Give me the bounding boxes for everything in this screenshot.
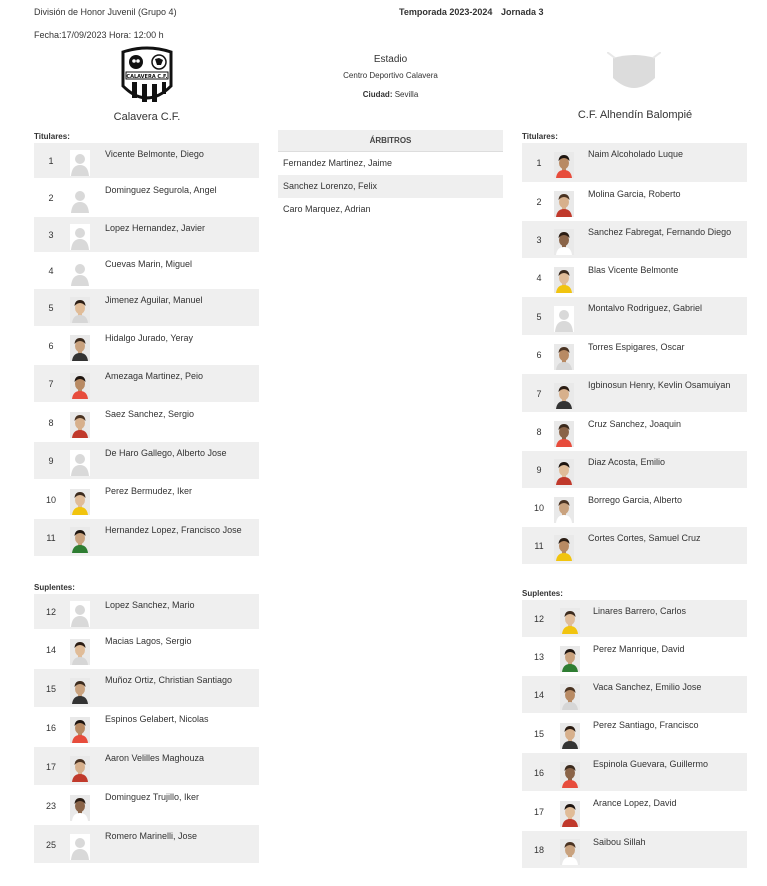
player-row[interactable] [522, 489, 747, 527]
player-number: 17 [45, 761, 56, 772]
player-number: 8 [48, 417, 54, 428]
crest-text: CALAVERA C.F. [126, 74, 168, 80]
player-row[interactable] [34, 289, 259, 327]
player-number: 15 [45, 683, 56, 694]
player-photo [70, 756, 90, 782]
player-row[interactable] [34, 327, 259, 365]
home-subs-label: Suplentes: [34, 583, 75, 592]
player-name[interactable]: Naim Alcoholado Luque [588, 149, 684, 159]
player-row[interactable] [522, 183, 747, 221]
player-name[interactable]: Montalvo Rodriguez, Gabriel [588, 303, 703, 313]
player-photo [560, 646, 580, 672]
player-row[interactable] [34, 669, 259, 708]
player-name[interactable]: Dominguez Segurola, Angel [105, 185, 217, 195]
away-starters-label: Titulares: [522, 132, 558, 141]
player-number: 17 [533, 806, 544, 817]
player-photo [70, 527, 90, 553]
player-name[interactable]: Espinola Guevara, Guillermo [593, 759, 709, 769]
player-name[interactable]: Cortes Cortes, Samuel Cruz [588, 533, 701, 543]
player-number: 9 [536, 465, 542, 475]
player-number: 9 [48, 456, 54, 466]
player-row[interactable] [34, 480, 259, 519]
player-number: 15 [533, 728, 544, 739]
player-row[interactable] [34, 403, 259, 442]
season-label: Temporada 2023-2024 [399, 7, 493, 17]
player-photo-placeholder [70, 450, 90, 476]
player-photo [554, 267, 574, 293]
player-row[interactable] [34, 217, 259, 253]
player-number: 6 [48, 341, 54, 351]
player-row[interactable] [522, 792, 747, 831]
player-row[interactable] [522, 374, 747, 413]
home-subs-list [34, 594, 259, 864]
player-number: 5 [536, 311, 542, 322]
player-number: 10 [45, 494, 56, 505]
player-row[interactable] [522, 527, 747, 565]
player-name[interactable]: Jimenez Aguilar, Manuel [105, 295, 203, 305]
player-photo [70, 717, 90, 743]
player-row[interactable] [522, 336, 747, 374]
player-row[interactable] [34, 179, 259, 217]
player-number: 12 [45, 607, 56, 617]
player-name[interactable]: Romero Marinelli, Jose [105, 831, 198, 841]
player-number: 7 [48, 379, 54, 389]
player-row[interactable] [522, 413, 747, 451]
player-name[interactable]: De Haro Gallego, Alberto Jose [105, 448, 227, 458]
player-row[interactable] [34, 708, 259, 747]
home-team-name: Calavera C.F. [113, 111, 181, 123]
city-line [278, 90, 503, 99]
stadium-name: Centro Deportivo Calavera [343, 71, 438, 80]
player-name[interactable]: Cuevas Marin, Miguel [105, 259, 193, 269]
player-number: 1 [48, 156, 54, 166]
referee-row: Fernandez Martinez, Jaime [283, 158, 393, 168]
player-row[interactable] [34, 825, 259, 864]
player-name[interactable]: Linares Barrero, Carlos [593, 606, 687, 616]
player-name[interactable]: Blas Vicente Belmonte [588, 265, 679, 275]
player-name[interactable]: Vaca Sanchez, Emilio Jose [593, 682, 702, 692]
player-photo [560, 608, 580, 634]
match-datetime: Fecha:17/09/2023 Hora: 12:00 h [34, 30, 164, 40]
player-number: 16 [533, 767, 544, 778]
player-photo-placeholder [70, 260, 90, 286]
player-photo [70, 373, 90, 399]
player-photo [560, 801, 580, 827]
player-row[interactable] [522, 259, 747, 297]
referee-row: Caro Marquez, Adrian [283, 204, 371, 214]
player-photo [70, 412, 90, 438]
home-starters-list [34, 143, 259, 557]
player-name[interactable]: Igbinosun Henry, Kevlin Osamuiyan [588, 380, 731, 390]
player-number: 23 [45, 800, 56, 811]
player-photo [560, 839, 580, 865]
player-number: 5 [48, 303, 54, 313]
player-photo [554, 459, 574, 485]
player-photo-placeholder [70, 224, 90, 250]
referees-table [278, 130, 503, 221]
player-name[interactable]: Hidalgo Jurado, Yeray [105, 333, 194, 343]
player-row[interactable] [522, 600, 747, 638]
player-number: 6 [536, 350, 542, 360]
away-subs-list [522, 600, 747, 869]
player-name[interactable]: Saibou Sillah [593, 837, 646, 847]
away-starters-list [522, 143, 747, 565]
player-row[interactable] [522, 714, 747, 753]
player-name[interactable]: Sanchez Fabregat, Fernando Diego [588, 227, 732, 237]
referees-title: ÁRBITROS [278, 130, 503, 152]
player-name[interactable]: Lopez Sanchez, Mario [105, 600, 195, 610]
player-name[interactable]: Saez Sanchez, Sergio [105, 409, 195, 419]
player-photo [554, 229, 574, 255]
player-row[interactable] [522, 221, 747, 259]
player-name[interactable]: Espinos Gelabert, Nicolas [105, 714, 209, 724]
player-row[interactable] [34, 630, 259, 669]
player-name[interactable]: Torres Espigares, Oscar [588, 342, 685, 352]
player-name[interactable]: Amezaga Martinez, Peio [105, 371, 204, 381]
player-number: 3 [48, 230, 54, 240]
player-number: 7 [536, 388, 542, 399]
stadium-label: Estadio [373, 54, 408, 65]
player-number: 4 [536, 273, 542, 283]
player-name[interactable]: Borrego Garcia, Alberto [588, 495, 683, 505]
player-row[interactable] [34, 442, 259, 480]
player-row[interactable] [34, 594, 259, 630]
player-row[interactable] [34, 143, 259, 179]
player-number: 11 [534, 541, 544, 551]
player-photo [554, 535, 574, 561]
player-photo-placeholder [70, 834, 90, 860]
player-photo [554, 497, 574, 523]
player-photo-placeholder [70, 601, 90, 627]
player-name[interactable]: Muñoz Ortiz, Christian Santiago [105, 675, 233, 685]
player-name[interactable]: Vicente Belmonte, Diego [105, 149, 204, 159]
player-number: 25 [45, 839, 56, 850]
player-name[interactable]: Perez Santiago, Francisco [593, 720, 699, 730]
player-name[interactable]: Diaz Acosta, Emilio [588, 457, 666, 467]
player-photo [70, 795, 90, 821]
home-starters-label: Titulares: [34, 132, 70, 141]
player-photo-placeholder [70, 150, 90, 176]
player-photo [70, 297, 90, 323]
player-photo-placeholder [554, 306, 574, 332]
player-photo [554, 344, 574, 370]
player-row[interactable] [34, 365, 259, 403]
player-photo [554, 191, 574, 217]
player-name[interactable]: Hernandez Lopez, Francisco Jose [105, 525, 242, 535]
round-label: Jornada 3 [501, 7, 544, 17]
home-team-crest [115, 46, 179, 106]
player-number: 3 [536, 235, 542, 245]
player-photo [554, 152, 574, 178]
away-team-crest [607, 52, 661, 96]
player-name[interactable]: Lopez Hernandez, Javier [105, 223, 206, 233]
player-name[interactable]: Cruz Sanchez, Joaquin [588, 419, 682, 429]
player-row[interactable] [34, 253, 259, 289]
player-photo [560, 684, 580, 710]
player-photo [70, 678, 90, 704]
referee-row: Sanchez Lorenzo, Felix [278, 175, 503, 198]
player-row[interactable] [522, 297, 747, 336]
player-number: 11 [46, 533, 56, 543]
player-number: 12 [533, 614, 544, 624]
player-row[interactable] [522, 451, 747, 489]
player-photo [70, 335, 90, 361]
player-name[interactable]: Dominguez Trujillo, Iker [105, 792, 200, 802]
player-name[interactable]: Perez Bermudez, Iker [105, 486, 193, 496]
player-number: 10 [533, 503, 544, 513]
player-row[interactable] [522, 753, 747, 792]
player-number: 1 [536, 158, 542, 168]
player-name[interactable]: Aaron Velilles Maghouza [105, 753, 205, 763]
player-name[interactable]: Molina Garcia, Roberto [588, 189, 681, 199]
player-row[interactable] [522, 143, 747, 183]
city-label: Ciudad: [362, 90, 393, 99]
player-number: 14 [533, 690, 544, 700]
player-photo [70, 489, 90, 515]
player-row[interactable] [34, 786, 259, 825]
away-subs-label: Suplentes: [522, 589, 563, 598]
player-row[interactable] [522, 638, 747, 676]
away-team-name: C.F. Alhendín Balompié [577, 109, 693, 121]
player-name[interactable]: Arance Lopez, David [593, 798, 677, 808]
player-row[interactable] [34, 747, 259, 786]
player-number: 14 [45, 644, 56, 655]
player-photo [554, 383, 574, 409]
player-photo [560, 762, 580, 788]
player-photo [70, 639, 90, 665]
player-number: 4 [48, 266, 54, 276]
player-number: 8 [536, 427, 542, 437]
player-number: 2 [48, 193, 54, 203]
player-row[interactable] [34, 519, 259, 557]
player-number: 18 [533, 845, 544, 855]
player-name[interactable]: Perez Manrique, David [593, 644, 685, 654]
player-photo-placeholder [70, 187, 90, 213]
player-number: 13 [533, 652, 544, 662]
player-name[interactable]: Macias Lagos, Sergio [105, 636, 192, 646]
player-row[interactable] [522, 831, 747, 869]
player-photo [560, 723, 580, 749]
city-value: Sevilla [394, 90, 419, 99]
player-row[interactable] [522, 676, 747, 714]
player-number: 16 [45, 722, 56, 733]
player-number: 2 [536, 197, 542, 207]
competition-name: División de Honor Juvenil (Grupo 4) [34, 7, 177, 17]
player-photo [554, 421, 574, 447]
